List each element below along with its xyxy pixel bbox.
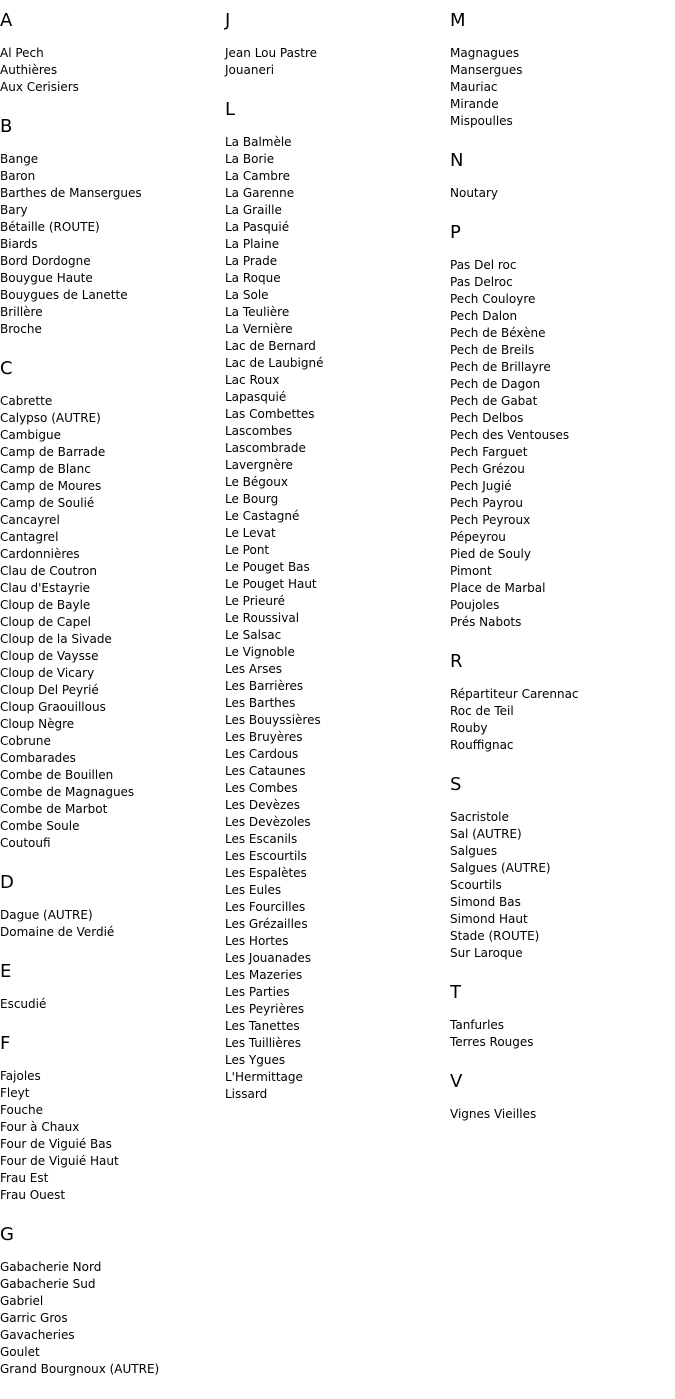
place-link[interactable]: Cloup de Capel <box>0 615 91 629</box>
place-link[interactable]: Camp de Barrade <box>0 445 106 459</box>
place-link[interactable]: Le Vignoble <box>225 645 295 659</box>
place-link[interactable]: Pech des Ventouses <box>450 428 570 442</box>
letter-heading: S <box>450 774 462 795</box>
place-link[interactable]: Bouygue Haute <box>0 271 93 285</box>
place-link[interactable]: Bétaille (ROUTE) <box>0 220 100 234</box>
place-link[interactable]: Les Ygues <box>225 1053 286 1067</box>
letter-heading: P <box>450 222 461 243</box>
place-link[interactable]: La Plaine <box>225 237 280 251</box>
place-link[interactable]: Pas Del roc <box>450 258 517 272</box>
place-link[interactable]: Cloup de Vicary <box>0 666 95 680</box>
place-list <box>0 1259 220 1378</box>
place-link[interactable]: Les Devèzes <box>225 798 300 812</box>
place-link[interactable]: La Cambre <box>225 169 290 183</box>
place-link[interactable]: Le Castagné <box>225 509 300 523</box>
place-link[interactable]: Les Barthes <box>225 696 296 710</box>
place-link[interactable]: Aux Cerisiers <box>0 80 79 94</box>
place-list <box>450 257 670 631</box>
place-link[interactable]: Frau Est <box>0 1171 49 1185</box>
place-link[interactable]: Combe de Magnagues <box>0 785 135 799</box>
place-link[interactable]: Les Devèzoles <box>225 815 311 829</box>
place-link[interactable]: Biards <box>0 237 38 251</box>
place-link[interactable]: Pépeyrou <box>450 530 506 544</box>
place-link[interactable]: L'Hermittage <box>225 1070 303 1084</box>
letter-group-j <box>225 11 445 79</box>
letter-group-s <box>450 775 670 962</box>
place-link[interactable]: Cloup Del Peyrié <box>0 683 99 697</box>
place-link[interactable]: Pech Delbos <box>450 411 524 425</box>
place-link[interactable]: Simond Haut <box>450 912 528 926</box>
place-link[interactable]: Barthes de Mansergues <box>0 186 142 200</box>
place-link[interactable]: Les Mazeries <box>225 968 303 982</box>
place-link[interactable]: Salgues (AUTRE) <box>450 861 551 875</box>
place-list <box>450 185 670 202</box>
letter-group-f <box>0 1034 220 1204</box>
place-link[interactable]: Cobrune <box>0 734 51 748</box>
place-link[interactable]: La Teulière <box>225 305 290 319</box>
place-link[interactable]: Le Pont <box>225 543 270 557</box>
place-link[interactable]: Place de Marbal <box>450 581 546 595</box>
place-link[interactable]: Les Fourcilles <box>225 900 306 914</box>
place-link[interactable]: Bouygues de Lanette <box>0 288 128 302</box>
place-link[interactable]: Pech de Gabat <box>450 394 538 408</box>
place-link[interactable]: Cloup de la Sivade <box>0 632 112 646</box>
place-link[interactable]: Cardonnières <box>0 547 80 561</box>
place-link[interactable]: Four de Viguié Haut <box>0 1154 119 1168</box>
place-link[interactable]: Las Combettes <box>225 407 315 421</box>
place-link[interactable]: Sal (AUTRE) <box>450 827 522 841</box>
place-link[interactable]: Cloup de Bayle <box>0 598 91 612</box>
place-link[interactable]: Escudié <box>0 997 47 1011</box>
place-list <box>450 1017 670 1051</box>
place-link[interactable]: Noutary <box>450 186 499 200</box>
letter-group-r <box>450 652 670 754</box>
letter-heading: E <box>0 961 12 982</box>
place-link[interactable]: Bord Dordogne <box>0 254 91 268</box>
place-link[interactable]: Fajoles <box>0 1069 41 1083</box>
place-link[interactable]: Camp de Soulié <box>0 496 95 510</box>
place-link[interactable]: Gabacherie Nord <box>0 1260 102 1274</box>
place-link[interactable]: Scourtils <box>450 878 502 892</box>
place-link[interactable]: Domaine de Verdié <box>0 925 115 939</box>
place-link[interactable]: La Prade <box>225 254 278 268</box>
place-link[interactable]: Lac Roux <box>225 373 280 387</box>
place-list <box>450 686 670 754</box>
place-link[interactable]: Mauriac <box>450 80 498 94</box>
place-link[interactable]: La Sole <box>225 288 269 302</box>
place-link[interactable]: Four de Viguié Bas <box>0 1137 112 1151</box>
place-link[interactable]: Lac de Laubigné <box>225 356 324 370</box>
place-link[interactable]: Les Espalètes <box>225 866 307 880</box>
letter-heading: F <box>0 1033 11 1054</box>
letter-heading: B <box>0 116 13 137</box>
place-list <box>450 1106 670 1123</box>
place-link[interactable]: Pech Peyroux <box>450 513 531 527</box>
place-link[interactable]: Les Combes <box>225 781 298 795</box>
place-link[interactable]: Cloup de Vaysse <box>0 649 99 663</box>
place-link[interactable]: Cloup Graouillous <box>0 700 106 714</box>
letter-heading: D <box>0 872 14 893</box>
place-link[interactable]: Simond Bas <box>450 895 521 909</box>
place-link[interactable]: Pech Farguet <box>450 445 528 459</box>
place-link[interactable]: Salgues <box>450 844 498 858</box>
letter-group-b <box>0 117 220 338</box>
place-link[interactable]: Le Levat <box>225 526 276 540</box>
place-link[interactable]: Bary <box>0 203 28 217</box>
place-link[interactable]: Cantagrel <box>0 530 59 544</box>
place-link[interactable]: La Pasquié <box>225 220 290 234</box>
place-link[interactable]: La Vernière <box>225 322 293 336</box>
letter-heading: J <box>225 10 231 31</box>
place-link[interactable]: Pech de Dagon <box>450 377 541 391</box>
place-link[interactable]: La Balmèle <box>225 135 292 149</box>
place-link[interactable]: Gavacheries <box>0 1328 75 1342</box>
letter-heading: V <box>450 1071 463 1092</box>
letter-heading: G <box>0 1224 14 1245</box>
place-link[interactable]: Fouche <box>0 1103 44 1117</box>
place-link[interactable]: Roc de Teil <box>450 704 514 718</box>
place-link[interactable]: Les Tuillières <box>225 1036 302 1050</box>
letter-group-c <box>0 359 220 852</box>
place-list <box>225 134 445 1103</box>
place-link[interactable]: Les Escourtils <box>225 849 307 863</box>
letter-heading: R <box>450 651 463 672</box>
place-link[interactable]: Prés Nabots <box>450 615 522 629</box>
place-link[interactable]: Pech Jugié <box>450 479 512 493</box>
place-link[interactable]: Brillère <box>0 305 43 319</box>
place-link[interactable]: Frau Ouest <box>0 1188 66 1202</box>
place-link[interactable]: Les Grézailles <box>225 917 308 931</box>
place-link[interactable]: Les Cataunes <box>225 764 306 778</box>
place-link[interactable]: Pech Dalon <box>450 309 518 323</box>
letter-group-e <box>0 962 220 1013</box>
place-link[interactable]: Lascombrade <box>225 441 306 455</box>
place-link[interactable]: Le Bégoux <box>225 475 288 489</box>
place-link[interactable]: La Garenne <box>225 186 295 200</box>
place-link[interactable]: Les Barrières <box>225 679 304 693</box>
place-link[interactable]: Clau d'Estayrie <box>0 581 91 595</box>
place-link[interactable]: Bange <box>0 152 39 166</box>
place-link[interactable]: Authières <box>0 63 58 77</box>
place-link[interactable]: Lascombes <box>225 424 293 438</box>
place-link[interactable]: Gabacherie Sud <box>0 1277 96 1291</box>
place-link[interactable]: Cancayrel <box>0 513 60 527</box>
place-link[interactable]: Jouaneri <box>225 63 275 77</box>
place-link[interactable]: Mansergues <box>450 63 523 77</box>
place-link[interactable]: Le Salsac <box>225 628 282 642</box>
place-link[interactable]: Pimont <box>450 564 492 578</box>
place-link[interactable]: Les Eules <box>225 883 282 897</box>
letter-group-n <box>450 151 670 202</box>
place-link[interactable]: Broche <box>0 322 42 336</box>
place-link[interactable]: Pech de Brillayre <box>450 360 551 374</box>
place-link[interactable]: Rouffignac <box>450 738 514 752</box>
place-link[interactable]: Calypso (AUTRE) <box>0 411 101 425</box>
place-link[interactable]: Les Bruyères <box>225 730 303 744</box>
place-link[interactable]: Les Peyrières <box>225 1002 305 1016</box>
place-list <box>225 45 445 79</box>
place-link[interactable]: Stade (ROUTE) <box>450 929 540 943</box>
place-list <box>0 907 220 941</box>
place-link[interactable]: Combarades <box>0 751 76 765</box>
place-link[interactable]: Magnagues <box>450 46 520 60</box>
place-link[interactable]: Coutoufi <box>0 836 51 850</box>
place-link[interactable]: Mispoulles <box>450 114 513 128</box>
place-link[interactable]: Goulet <box>0 1345 40 1359</box>
place-list <box>0 393 220 852</box>
place-link[interactable]: Fleyt <box>0 1086 30 1100</box>
place-link[interactable]: Le Pouget Bas <box>225 560 310 574</box>
place-link[interactable]: Camp de Moures <box>0 479 102 493</box>
place-link[interactable]: Les Tanettes <box>225 1019 300 1033</box>
place-link[interactable]: Combe Soule <box>0 819 80 833</box>
place-link[interactable]: Le Pouget Haut <box>225 577 317 591</box>
place-link[interactable]: Camp de Blanc <box>0 462 91 476</box>
place-link[interactable]: La Graille <box>225 203 282 217</box>
place-list <box>0 151 220 338</box>
letter-group-l <box>225 100 445 1103</box>
place-link[interactable]: Cabrette <box>0 394 53 408</box>
place-link[interactable]: Combe de Bouillen <box>0 768 114 782</box>
place-link[interactable]: La Borie <box>225 152 275 166</box>
index-column-1 <box>0 11 220 1399</box>
place-list <box>0 1068 220 1204</box>
place-link[interactable]: La Roque <box>225 271 281 285</box>
letter-group-d <box>0 873 220 941</box>
place-link[interactable]: Répartiteur Carennac <box>450 687 579 701</box>
place-link[interactable]: Pech de Breils <box>450 343 535 357</box>
place-link[interactable]: Pech de Béxène <box>450 326 546 340</box>
place-list <box>450 809 670 962</box>
place-link[interactable]: Rouby <box>450 721 488 735</box>
letter-group-p <box>450 223 670 631</box>
place-link[interactable]: Les Jouanades <box>225 951 311 965</box>
place-link[interactable]: Lissard <box>225 1087 268 1101</box>
place-link[interactable]: Grand Bourgnoux (AUTRE) <box>0 1362 160 1376</box>
place-link[interactable]: Poujoles <box>450 598 500 612</box>
place-link[interactable]: Les Arses <box>225 662 282 676</box>
place-link[interactable]: Le Roussival <box>225 611 300 625</box>
letter-heading: A <box>0 10 13 31</box>
letter-heading: M <box>450 10 466 31</box>
place-link[interactable]: Pech Couloyre <box>450 292 536 306</box>
place-link[interactable]: Les Escanils <box>225 832 298 846</box>
index-column-2 <box>225 11 445 1124</box>
place-link[interactable]: Lapasquié <box>225 390 287 404</box>
place-link[interactable]: Cambigue <box>0 428 61 442</box>
place-link[interactable]: Les Parties <box>225 985 290 999</box>
place-link[interactable]: Jean Lou Pastre <box>225 46 317 60</box>
place-list <box>0 45 220 96</box>
place-link[interactable]: Al Pech <box>0 46 44 60</box>
place-link[interactable]: Le Bourg <box>225 492 279 506</box>
place-link[interactable]: Terres Rouges <box>450 1035 534 1049</box>
place-link[interactable]: Lavergnère <box>225 458 293 472</box>
letter-heading: L <box>225 99 236 120</box>
place-link[interactable]: Clau de Coutron <box>0 564 97 578</box>
place-link[interactable]: Pech Payrou <box>450 496 523 510</box>
letter-group-v <box>450 1072 670 1123</box>
place-link[interactable]: Le Prieuré <box>225 594 286 608</box>
place-link[interactable]: Pied de Souly <box>450 547 531 561</box>
letter-heading: T <box>450 982 461 1003</box>
letter-group-t <box>450 983 670 1051</box>
place-link[interactable]: Garric Gros <box>0 1311 68 1325</box>
place-link[interactable]: Vignes Vieilles <box>450 1107 537 1121</box>
place-link[interactable]: Sur Laroque <box>450 946 523 960</box>
place-link[interactable]: Combe de Marbot <box>0 802 108 816</box>
place-link[interactable]: Pas Delroc <box>450 275 513 289</box>
place-link[interactable]: Sacristole <box>450 810 509 824</box>
place-link[interactable]: Les Bouyssières <box>225 713 321 727</box>
place-link[interactable]: Tanfurles <box>450 1018 505 1032</box>
place-link[interactable]: Lac de Bernard <box>225 339 316 353</box>
place-link[interactable]: Four à Chaux <box>0 1120 80 1134</box>
letter-heading: C <box>0 358 13 379</box>
letter-group-m <box>450 11 670 130</box>
place-link[interactable]: Cloup Nègre <box>0 717 75 731</box>
place-link[interactable]: Mirande <box>450 97 499 111</box>
place-list <box>450 45 670 130</box>
letter-heading: N <box>450 150 464 171</box>
letter-group-a <box>0 11 220 96</box>
place-list <box>0 996 220 1013</box>
letter-group-g <box>0 1225 220 1378</box>
place-link[interactable]: Pech Grézou <box>450 462 525 476</box>
place-link[interactable]: Dague (AUTRE) <box>0 908 93 922</box>
place-link[interactable]: Baron <box>0 169 36 183</box>
index-column-3 <box>450 11 670 1144</box>
place-link[interactable]: Gabriel <box>0 1294 44 1308</box>
place-link[interactable]: Les Cardous <box>225 747 299 761</box>
place-link[interactable]: Les Hortes <box>225 934 289 948</box>
